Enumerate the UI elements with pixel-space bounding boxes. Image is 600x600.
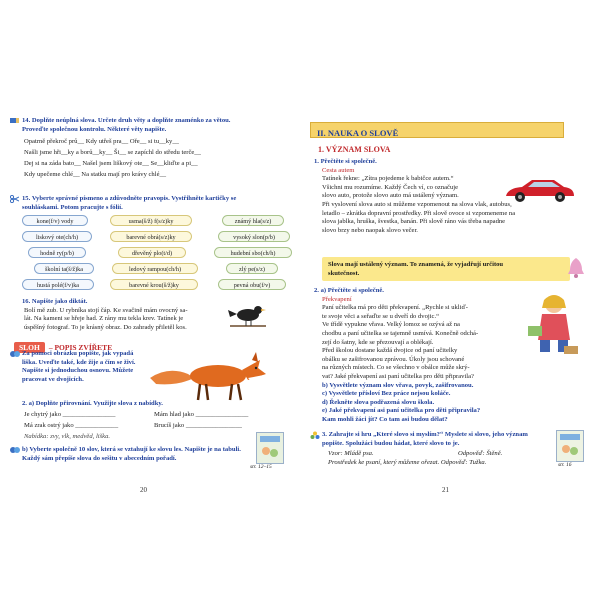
task-text: b) Vyberte společně 10 slov, která se vztahují ke slovu les. Napište je na tabuli. Každý sám přepíše slova do sešitu v abecedním pořadí. — [22, 446, 241, 462]
exercise-line: Dej si na záda bato__ Našel jsem liškový ote__ Se__kliďte a pi__ — [24, 160, 198, 168]
text-line: Tatínek řekne: „Zítra pojedeme k babičce autem.“ — [322, 175, 454, 183]
simile-item: Má zrak ostrý jako _____________ — [24, 421, 119, 429]
exercise-instruction: Napište jako diktát. — [31, 298, 88, 305]
sloh-task-1 — [10, 350, 140, 384]
text-line: obálku se zašifrovanou zprávou. Úkoly jsou schované — [322, 355, 465, 363]
page-number: 20 — [140, 486, 147, 494]
rule-text: Slova mají ustálený význam. To znamená, že vyjadřují určitou — [328, 261, 504, 268]
exercise-instruction: Vyberte správné písmeno a zdůvodněte pravopis. Vystřihněte kartičky se — [31, 195, 237, 202]
question-line: b) Vysvětlete význam slov vřava, povyk, zašifrovanou. — [322, 381, 474, 389]
exercise-instruction: Doplňte neúplná slova. Určete druh věty a doplňte znaménko za větou. — [31, 117, 231, 124]
child-illustration — [526, 290, 580, 360]
text-line: zejí do šatny, kde se přezouvají a oblékají. — [322, 338, 434, 346]
section-number: 1. — [318, 145, 324, 154]
task-text: Za pomoci obrázku popište, jak vypadá liška. Uveďte také, kde žije a čím se živí. Napište si jednoduchou osnovu. Můžete pracovat ve dvojicích. — [22, 350, 136, 383]
pair-work-icon — [10, 350, 20, 362]
text-title: Cesta autem — [322, 166, 355, 174]
word-card[interactable]: ledový rampou(ch/h) — [112, 263, 198, 274]
red-car-illustration — [502, 176, 576, 206]
text-line: te svoje věci a seřaďte se u dveří do dvojic.“ — [322, 312, 440, 320]
text-line: Před školou dostane každá dvojice od paní učitelky — [322, 347, 458, 355]
question-line: Kam mohli žáci jít? Co tam asi budou dělat? — [322, 415, 448, 423]
word-cards — [22, 215, 292, 295]
bell-icon — [566, 256, 586, 280]
word-card[interactable]: známý hla(s/z) — [222, 215, 284, 226]
question-line: e) Jaké překvapení asi paní učitelka pro děti připravila? — [322, 407, 481, 415]
sample-row — [328, 450, 546, 459]
exercise-number: 2. — [22, 400, 27, 407]
exercise-16 — [10, 298, 220, 332]
sample-text: Odpověď: Štěně. — [458, 450, 503, 458]
workbook-thumbnail — [256, 432, 284, 464]
text-line: slovo auto, protože slovo auto má ustálený význam. — [322, 192, 459, 200]
word-card[interactable]: barevné krou(š/ž)ky — [110, 279, 198, 290]
simile-item: Mám hlad jako ________________ — [154, 410, 249, 418]
text-line: Všichni mu rozumíme. Každý Čech ví, co označuje — [322, 183, 459, 191]
word-card[interactable]: hudební sbo(ch/h) — [214, 247, 292, 258]
right-page — [302, 100, 592, 500]
question-line: d) Řekněte slova podřazená slovu škola. — [322, 398, 435, 406]
word-card[interactable]: kone(f/v) vody — [22, 215, 88, 226]
exercise-number: 3. — [322, 431, 327, 438]
chapter-title: II. NAUKA O SLOVĚ — [317, 128, 399, 138]
exercise-instruction: a) Přečtěte si společně. — [320, 287, 384, 294]
section-title: – POPIS ZVÍŘETE — [48, 343, 113, 352]
rule-box — [322, 257, 570, 281]
text-line: Ve třídě vypukne vřava. Velký lomoz se ozývá až na — [322, 321, 460, 329]
text-line: chodbu a paní učitelka se tajemně usmívá. Konečně odchá- — [322, 329, 479, 337]
word-card[interactable]: liskový ote(ch/h) — [22, 231, 92, 242]
sample-text: Vzor: Mládě psa. — [328, 450, 374, 458]
word-card[interactable]: pevná obu(f/v) — [218, 279, 286, 290]
scissors-icon — [10, 195, 19, 203]
simile-item: Brucíš jako _________________ — [154, 421, 242, 429]
rule-text: skutečnost. — [328, 270, 360, 277]
word-card[interactable]: hustá polé(f/v)ka — [22, 279, 94, 290]
exercise-number: 14. — [22, 117, 31, 124]
text-line: vat? Jaké překvapení asi paní učitelka pro děti připravila? — [322, 372, 474, 380]
simile-row — [24, 420, 290, 431]
word-card[interactable]: barevné obrá(s/z)ky — [110, 231, 192, 242]
text-line: letadlo – zkrátka dopravní prostředky. Při slově ovoce si vzpomeneme na — [322, 209, 516, 217]
dictation-line: Bolí mě zub. U rybníka stojí čáp. Ke svačině mám ovocný sa- — [24, 306, 188, 314]
exercise-instruction: Proveďte společnou kontrolu. Některé věty napište. — [22, 125, 167, 133]
exercise-14 — [10, 117, 292, 180]
exercise-instruction: souhláskami. Potom pracujte s fólií. — [22, 203, 123, 211]
dictation-line: lát. Na kameni se hřeje had. Z rány mu tekla krev. Tatínek je — [24, 315, 184, 323]
blackbird-illustration — [226, 300, 274, 330]
text-title: Překvapení — [322, 295, 352, 303]
word-card[interactable]: dřevěný plo(t/d) — [118, 247, 186, 258]
word-card[interactable]: usma(š/ž) f(s/z)ky — [110, 215, 192, 226]
text-line: slovo brzy nebo naopak slovo večer. — [322, 226, 418, 234]
text-line: na různých místech. Co se všechno v obálce může skrý- — [322, 364, 470, 372]
chapter-header — [310, 122, 564, 138]
fox-illustration — [148, 348, 278, 404]
exercise-line: Kdy upečeme chlé__ Na statku mají pro krávy chlé__ — [24, 171, 167, 179]
exercise-number: 1. — [314, 158, 319, 165]
pencil-icon — [10, 117, 19, 125]
exercise-3 — [310, 431, 546, 467]
exercise-line: Našli jsme hři__ky a borů__ky__ Ši__ se zapíchl do středu terče__ — [24, 149, 201, 157]
exercise-number: 15. — [22, 195, 31, 202]
dictation-line: úspěšný fotograf. To je krásný obraz. Do zahrady přiletěl kos. — [24, 323, 187, 331]
exercise-line: Opatrně překroč prů__ Kdy utřeš pra__ Oře__ si tu__ky__ — [24, 138, 179, 146]
exercise-number: 16. — [22, 298, 31, 305]
section-badge: SLOH — [14, 342, 45, 353]
simile-item: Je chytrý jako ________________ — [24, 410, 116, 418]
workbook-thumbnail — [556, 430, 584, 462]
text-line: Při vyslovení slova auto si můžeme vzpomenout na slova vlak, autobus, — [322, 200, 512, 208]
exercise-number: 2. — [314, 287, 319, 294]
word-offer: Nabídka: zvy, vlk, medvěd, liška. — [24, 432, 111, 440]
task-text: a) Doplňte přirovnání. Využijte slova z nabídky. — [28, 400, 163, 407]
textbook-spread — [8, 100, 592, 500]
left-page — [8, 100, 298, 500]
flower-icon — [310, 431, 320, 445]
text-line: slova jablka, hruška, švestka, banán. Při slově ráno vás třeba napadne — [322, 218, 506, 226]
section-heading — [318, 145, 390, 154]
word-card[interactable]: školní ta(š/ž)ka — [34, 263, 94, 274]
sloh-task-2 — [10, 400, 290, 442]
exercise-instruction: Přečtěte si společně. — [320, 158, 377, 165]
word-card[interactable]: zlý pe(s/z) — [226, 263, 278, 274]
sample-text: Prostředek ke psaní, který můžeme ořezat. Odpověď: Tužka. — [328, 458, 487, 466]
word-card[interactable]: hodně ry(p/b) — [28, 247, 86, 258]
text-line: Paní učitelka má pro děti překvapení. „Rychle si ukliď- — [322, 304, 468, 312]
question-line: c) Vysvětlete přísloví Bez práce nejsou koláče. — [322, 390, 451, 398]
pair-work-icon — [10, 446, 20, 458]
simile-row — [24, 409, 290, 420]
exercise-15 — [10, 195, 292, 212]
sloh-task-2b — [10, 446, 246, 463]
section-title: VÝZNAM SLOVA — [325, 145, 391, 154]
page-number: 21 — [442, 486, 449, 494]
word-card[interactable]: vysoký slon(p/b) — [218, 231, 290, 242]
workbook-page-ref: str. 16 — [558, 462, 572, 468]
workbook-page-ref: str. 12–15 — [250, 464, 272, 470]
exercise-instruction: Zahrajte si hru „Které slovo si myslím?“ Myslete si slovo, jeho význam popište. Spolužáci budou hádat, které slovo to je. — [322, 431, 528, 447]
